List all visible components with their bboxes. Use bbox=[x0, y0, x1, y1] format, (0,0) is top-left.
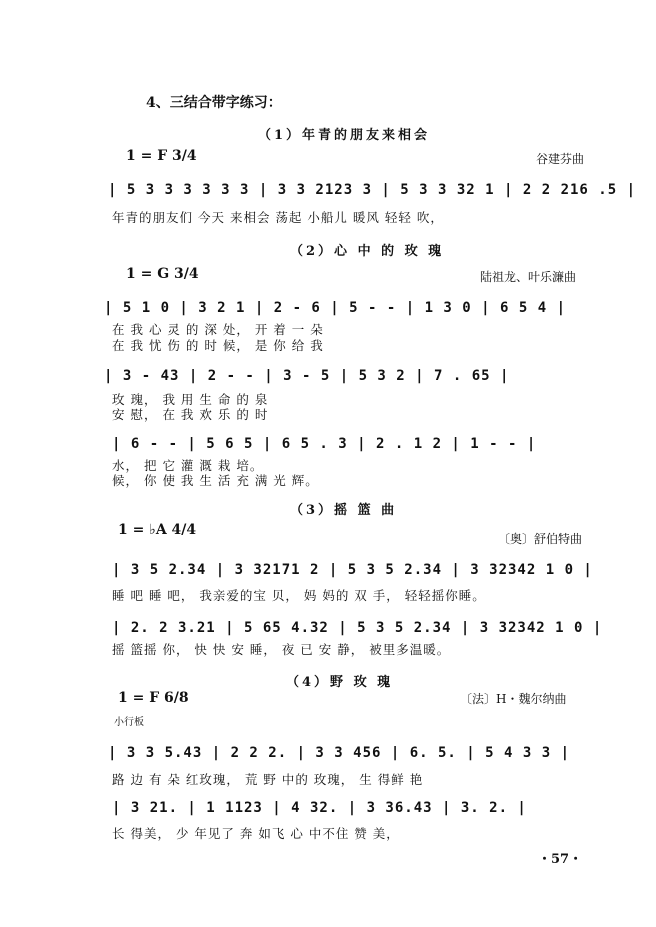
key-signature: 1 = F 3/4 bbox=[126, 148, 197, 164]
lyric-line: 在 我 忧 伤 的 时 候， 是 你 给 我 bbox=[112, 338, 324, 353]
lyric-line: 安 慰， 在 我 欢 乐 的 时 bbox=[112, 407, 269, 422]
section-heading: 4、三结合带字练习： bbox=[146, 95, 282, 111]
song-title: （4）野 玫 瑰 bbox=[286, 675, 394, 690]
composer-credit: 〔奥〕舒伯特曲 bbox=[498, 532, 583, 546]
lyric-line: 在 我 心 灵 的 深 处， 开 着 一 朵 bbox=[112, 322, 324, 337]
lyric-line: 水， 把 它 灌 溉 栽 培。 bbox=[112, 458, 264, 473]
notation-line: | 3 - 43 | 2 - - | 3 - 5 | 5 3 2 | 7 . 65 | bbox=[104, 368, 510, 384]
key-signature: 1 = ♭A 4/4 bbox=[118, 522, 197, 538]
page-number: ・57・ bbox=[538, 852, 583, 867]
composer-credit: 〔法〕H・魏尔纳曲 bbox=[460, 692, 567, 706]
notation-line: | 3 5 2.34 | 3 32171 2 | 5 3 5 2.34 | 3 32342 1 0 | bbox=[112, 562, 593, 578]
notation-line: | 5 1 0 | 3 2 1 | 2 - 6 | 5 - - | 1 3 0 | 6 5 4 | bbox=[104, 300, 567, 316]
lyric-line: 长 得美， 少 年见了 奔 如飞 心 中不住 赞 美， bbox=[112, 826, 400, 841]
lyric-line: 玫 瑰， 我 用 生 命 的 泉 bbox=[112, 392, 269, 407]
lyric-line: 候， 你 使 我 生 活 充 满 光 辉。 bbox=[112, 473, 319, 488]
lyric-line: 睡 吧 睡 吧， 我亲爱的宝 贝， 妈 妈的 双 手， 轻轻摇你睡。 bbox=[112, 588, 486, 603]
notation-line: | 3 21. | 1 1123 | 4 32. | 3 36.43 | 3. 2. | bbox=[112, 800, 527, 816]
lyric-line: 摇 篮摇 你， 快 快 安 睡， 夜 已 安 静， 被里多温暖。 bbox=[112, 642, 451, 657]
notation-line: | 6 - - | 5 6 5 | 6 5 . 3 | 2 . 1 2 | 1 - - | bbox=[112, 436, 537, 452]
tempo-marking: 小行板 bbox=[114, 717, 144, 728]
key-signature: 1 = F 6/8 bbox=[118, 690, 189, 706]
composer-credit: 谷建芬曲 bbox=[536, 152, 585, 166]
lyric-line: 路 边 有 朵 红玫瑰， 荒 野 中的 玫瑰， 生 得鲜 艳 bbox=[112, 772, 424, 787]
song-title: （3）摇 篮 曲 bbox=[290, 503, 398, 518]
song-title: （2）心 中 的 玫 瑰 bbox=[290, 244, 445, 259]
notation-line: | 5 3 3 3 3 3 3 | 3 3 2123 3 | 5 3 3 32 1 | 2 2 216 .5 | bbox=[108, 182, 637, 198]
key-signature: 1 = G 3/4 bbox=[126, 266, 199, 282]
lyric-line: 年青的朋友们 今天 来相会 荡起 小船儿 暖风 轻轻 吹， bbox=[112, 210, 444, 225]
song-title: （1）年青的朋友来相会 bbox=[258, 128, 431, 143]
notation-line: | 3 3 5.43 | 2 2 2. | 3 3 456 | 6. 5. | 5 4 3 3 | bbox=[108, 745, 571, 761]
notation-line: | 2. 2 3.21 | 5 65 4.32 | 5 3 5 2.34 | 3 32342 1 0 | bbox=[112, 620, 603, 636]
composer-credit: 陆祖龙、叶乐濂曲 bbox=[480, 270, 577, 284]
